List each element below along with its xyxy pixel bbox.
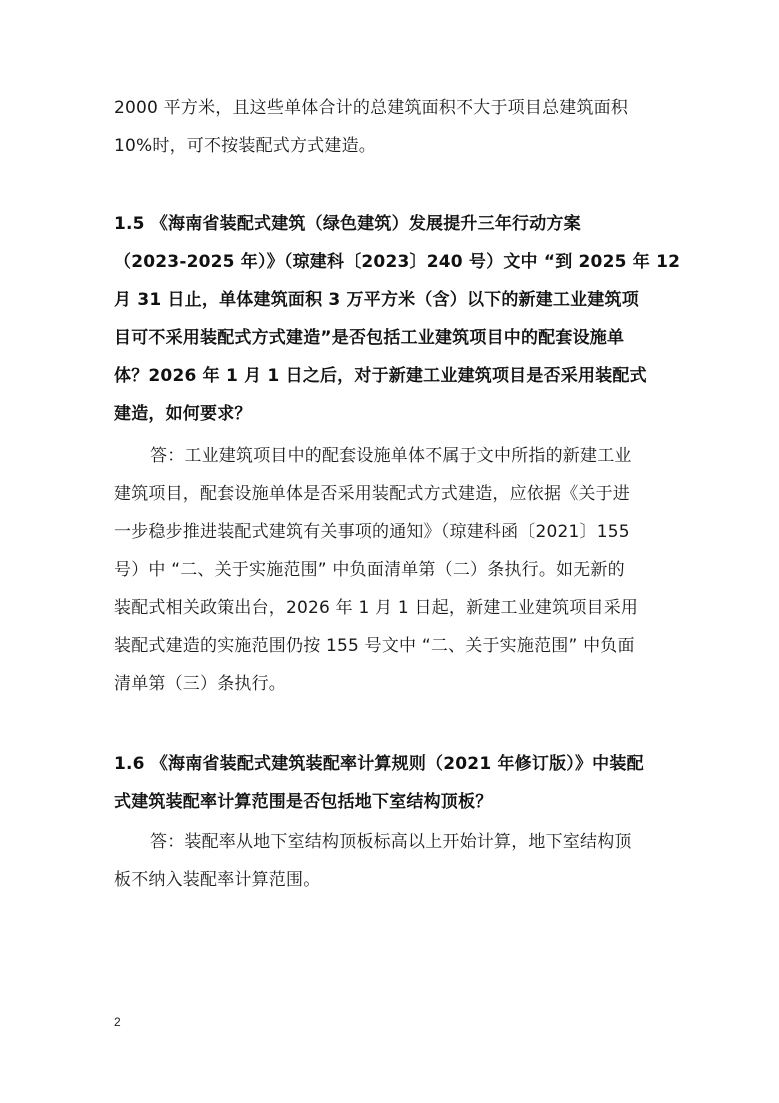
answer-text-line: 号）中 “二、关于实施范围” 中负面清单第（二）条执行。如无新的 <box>114 560 625 580</box>
section-heading-line: 式建筑装配率计算范围是否包括地下室结构顶板？ <box>114 792 493 812</box>
section-heading-line: 1.6 《海南省装配式建筑装配率计算规则（2021 年修订版）》中装配 <box>114 754 644 774</box>
section-heading-line: （2023-2025 年）》（琼建科〔2023〕240 号）文中 “到 2025 年 12 <box>114 252 681 272</box>
section-heading-line: 体？2026 年 1 月 1 日之后，对于新建工业建筑项目是否采用装配式 <box>114 366 647 386</box>
section-heading-line: 1.5 《海南省装配式建筑（绿色建筑）发展提升三年行动方案 <box>114 214 581 234</box>
body-text-line: 2000 平方米，且这些单体合计的总建筑面积不大于项目总建筑面积 <box>114 98 629 118</box>
body-text-line: 10%时，可不按装配式方式建造。 <box>114 136 376 156</box>
answer-text-line: 装配式相关政策出台，2026 年 1 月 1 日起，新建工业建筑项目采用 <box>114 598 639 618</box>
section-heading-line: 目可不采用装配式方式建造”是否包括工业建筑项目中的配套设施单 <box>114 328 625 348</box>
section-heading-line: 建造，如何要求？ <box>114 404 252 424</box>
page-number: 2 <box>114 1015 121 1029</box>
answer-text-line: 答：装配率从地下室结构顶板标高以上开始计算，地下室结构顶 <box>150 832 632 852</box>
answer-text-line: 装配式建造的实施范围仍按 155 号文中 “二、关于实施范围” 中负面 <box>114 636 635 656</box>
answer-text-line: 板不纳入装配率计算范围。 <box>114 870 321 890</box>
section-heading-line: 月 31 日止，单体建筑面积 3 万平方米（含）以下的新建工业建筑项 <box>114 290 639 310</box>
answer-text-line: 答：工业建筑项目中的配套设施单体不属于文中所指的新建工业 <box>150 446 632 466</box>
answer-text-line: 清单第（三）条执行。 <box>114 674 286 694</box>
answer-text-line: 建筑项目，配套设施单体是否采用装配式方式建造，应依据《关于进 <box>114 484 630 504</box>
answer-text-line: 一步稳步推进装配式建筑有关事项的通知》（琼建科函〔2021〕155 <box>114 522 630 542</box>
